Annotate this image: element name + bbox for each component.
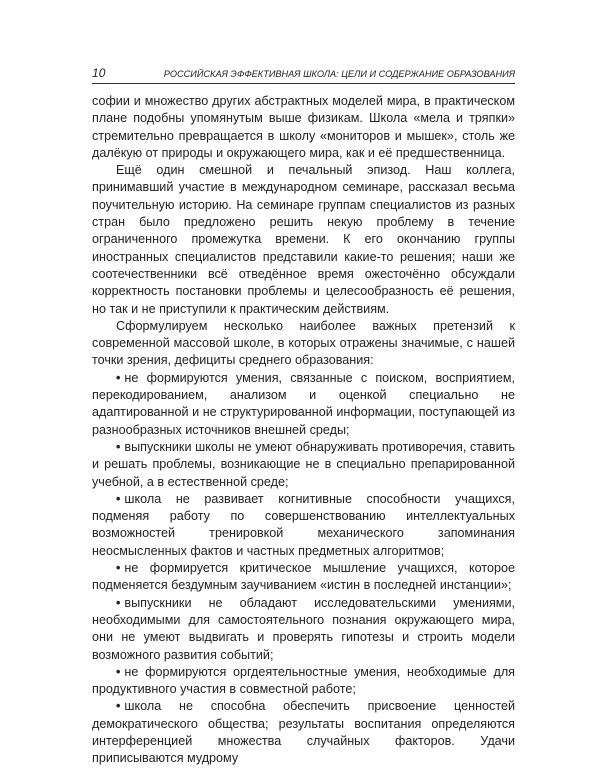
list-item [92, 664, 515, 699]
list-item [92, 370, 515, 439]
bullet-icon: • [116, 664, 121, 679]
bullet-icon: • [116, 595, 121, 610]
page-body [92, 93, 515, 768]
list-item [92, 560, 515, 595]
paragraph-claims-intro: Сформулируем несколько наиболее важных претензий к современной массовой школе, в которых отражены значимые, с нашей точки зрения, дефициты среднего образования: [92, 318, 515, 368]
paragraph-continuation: софии и множество других абстрактных моделей мира, в практическом плане подобны упомянутым выше физикам. Школа «мела и тряпки» стремительно превращается в школу «мониторов и мышек», столь же далёкую от природы и окружающего мира, как и её предшественница. [92, 94, 515, 160]
list-item [92, 698, 515, 767]
list-item [92, 439, 515, 491]
bullet-icon: • [116, 699, 121, 714]
list-item-text: школа не развивает когнитивные способности учащихся, подменяя работу по совершенствованию интеллектуальных возможностей тренировкой механического запоминания неосмысленных фактов и частных предметных алгоритмов; [92, 491, 515, 558]
list-item-text: не формируется критическое мышление учащихся, которое подменяется бездумным заучиванием «истин в последней инстанции»; [92, 561, 515, 593]
bullet-icon: • [116, 370, 121, 385]
bullet-icon: • [116, 491, 121, 506]
page-number: 10 [92, 66, 106, 80]
list-item-text: выпускники не обладают исследовательскими умениями, необходимыми для самостоятельного познания окружающего мира, они не умеют выдвигать и проверять гипотезы и строить модели возможного развития событий; [92, 595, 515, 662]
bullet-icon: • [116, 439, 121, 454]
list-item-text: не формируются умения, связанные с поиском, восприятием, перекодированием, анализом и оценкой специально не адаптированной и не структурированной информации, поступающей из разнообразных источников внешней среды; [92, 370, 515, 437]
list-item [92, 491, 515, 560]
paragraph-episode: Ещё один смешной и печальный эпизод. Наш коллега, принимавший участие в международном семинаре, рассказал весьма поучительную историю. На семинаре группам специалистов из разных стран было предложено решить некую проблему в течение ограниченного промежутка времени. К его окончанию группы иностранных специалистов представили какие-то решения; наши же соотечественники всё отведённое время ожесточённо обсуждали корректность постановки проблемы и целесообразность её решения, но так и не приступили к практическим действиям. [92, 163, 515, 316]
page-header [92, 66, 515, 84]
list-item-text: не формируются оргдеятельностные умения, необходимые для продуктивного участия в совместной работе; [92, 664, 515, 697]
bullet-icon: • [116, 561, 121, 576]
list-item [92, 595, 515, 664]
list-item-text: школа не способна обеспечить присвоение ценностей демократического общества; результаты воспитания определяются интерференцией множества случайных факторов. Удачи приписываются мудрому [92, 699, 515, 766]
running-title: РОССИЙСКАЯ ЭФФЕКТИВНАЯ ШКОЛА: ЦЕЛИ И СОДЕРЖАНИЕ ОБРАЗОВАНИЯ [163, 69, 515, 79]
list-item-text: выпускники школы не умеют обнаруживать противоречия, ставить и решать проблемы, возникающие не в специально препарированной учебной, а в естественной среде; [92, 439, 515, 489]
book-page [92, 66, 515, 768]
